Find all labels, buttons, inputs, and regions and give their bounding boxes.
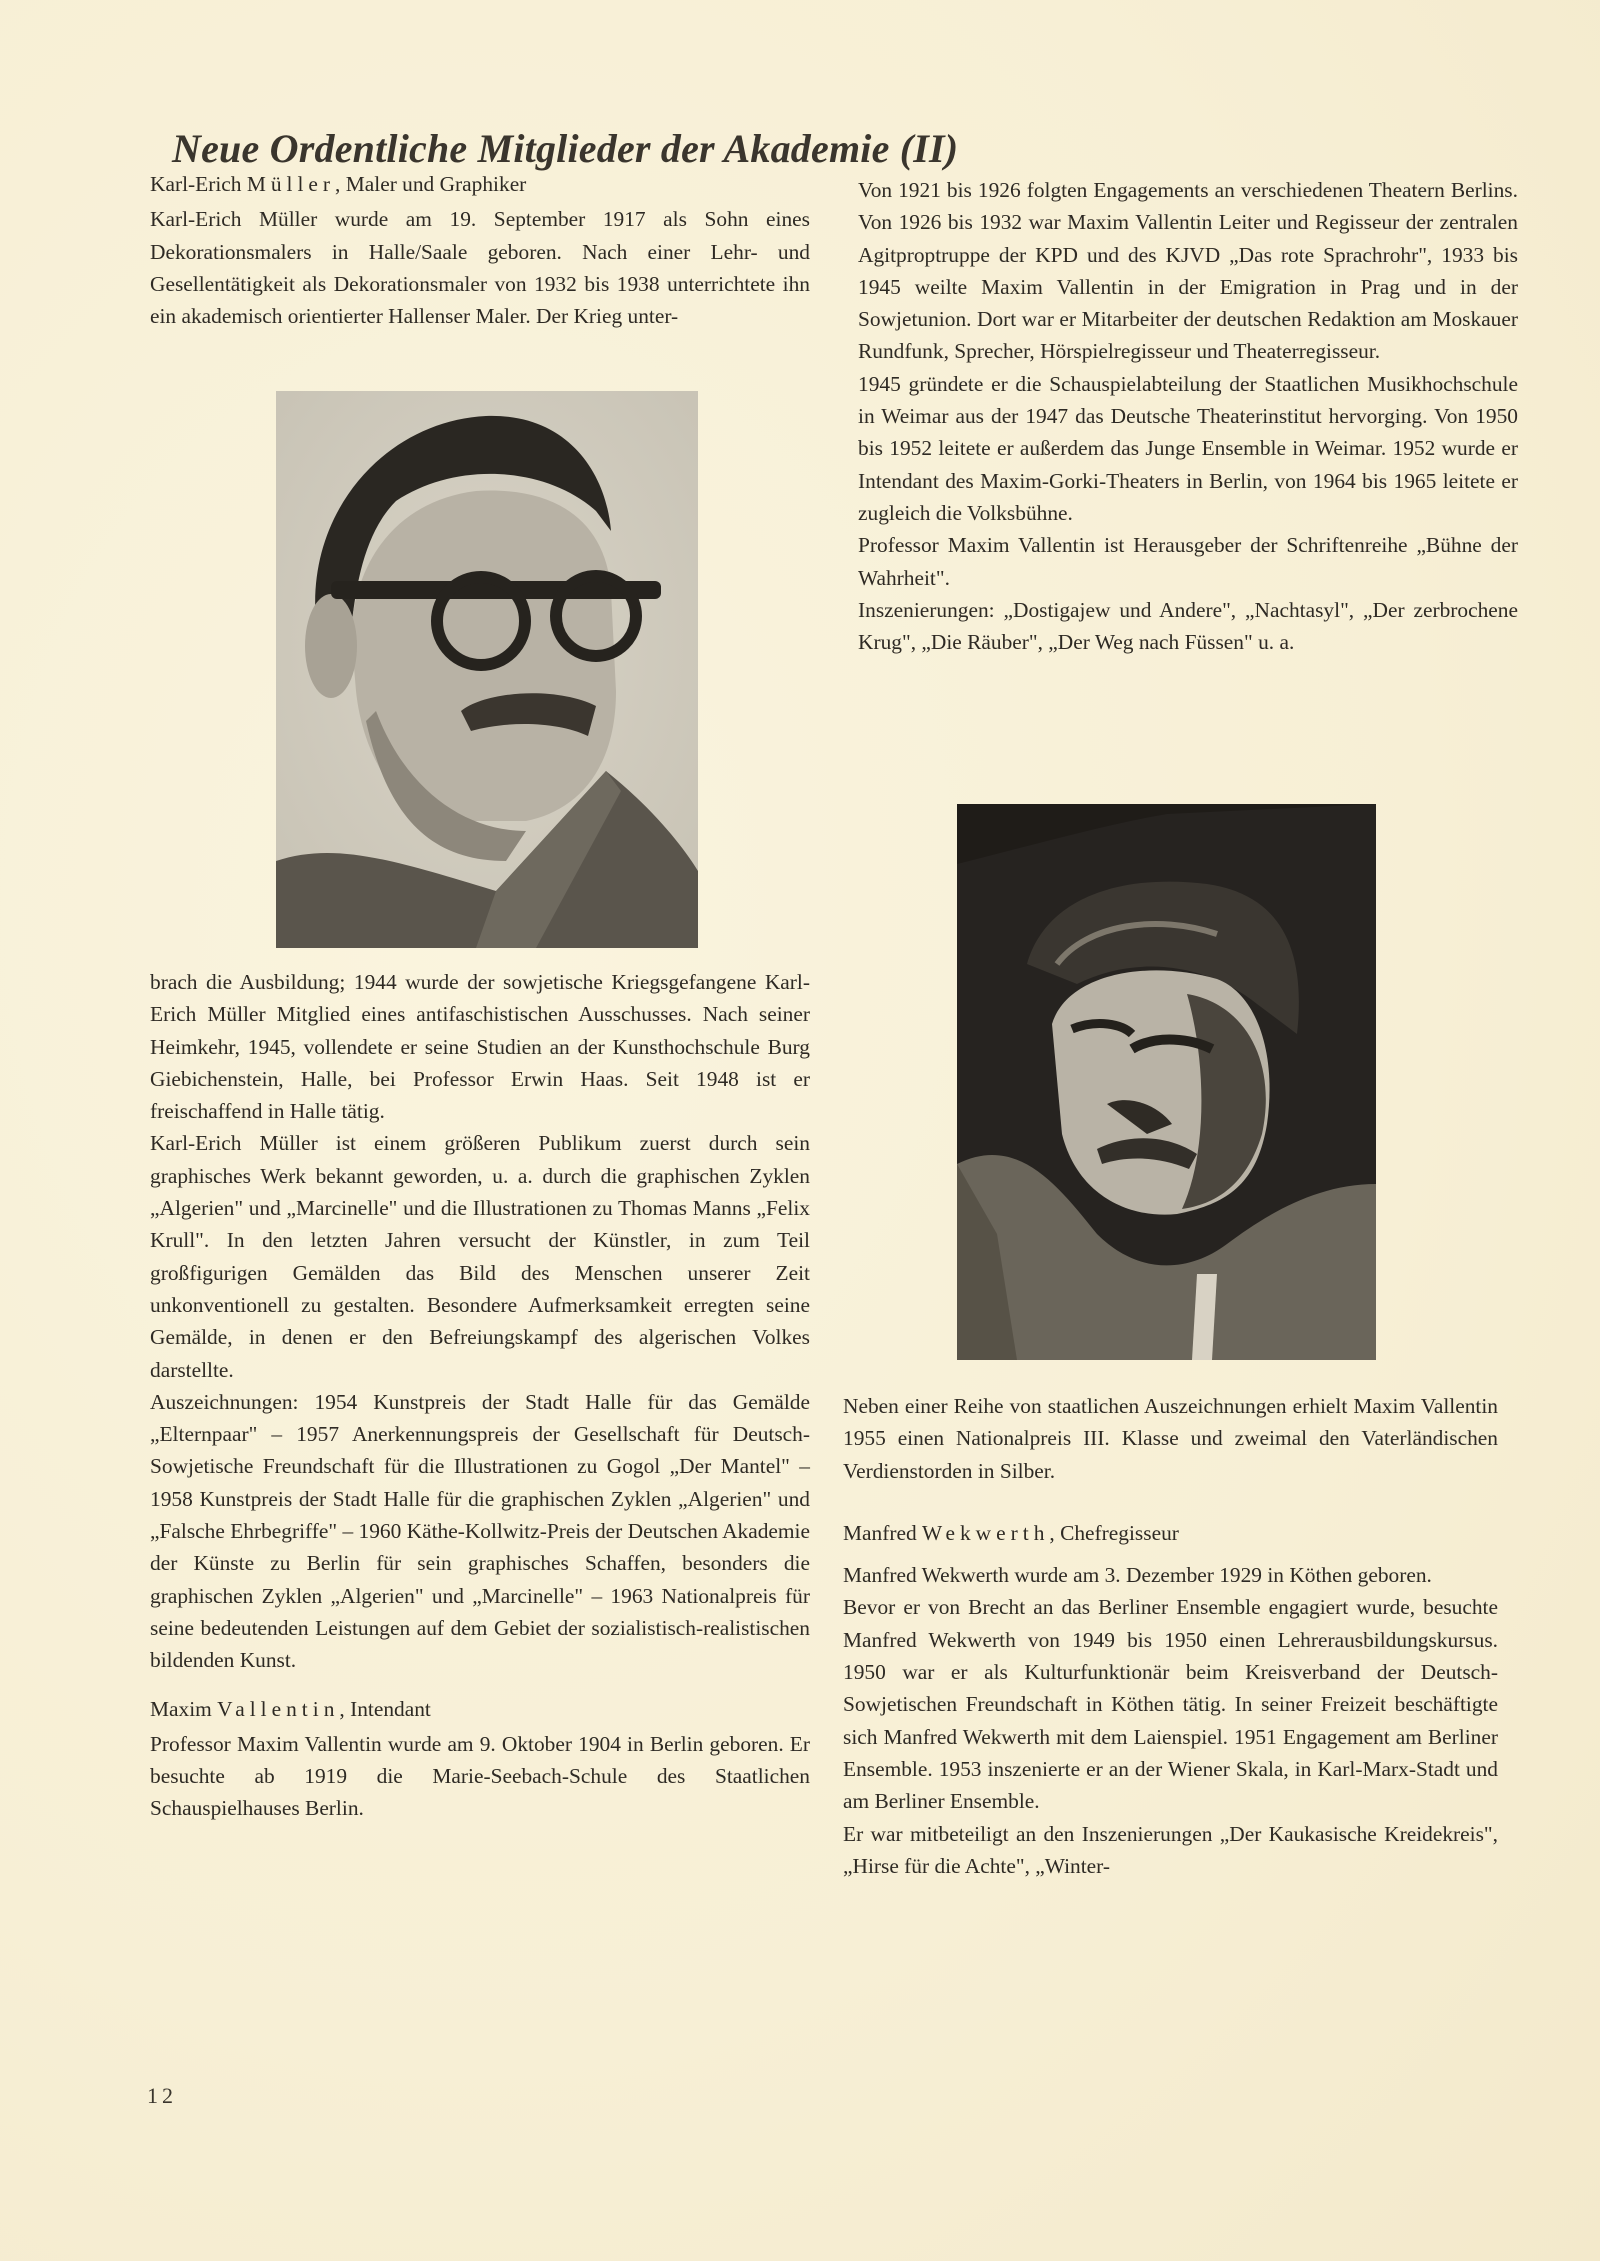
vallentin-last-name: Vallentin: [217, 1696, 340, 1721]
muller-heading: [150, 168, 810, 200]
vallentin-portrait-photo: [957, 804, 1376, 1360]
left-column-top: [150, 168, 810, 332]
vallentin-productions: Inszenierungen: „Dostigajew und Andere", „Nachtasyl", „Der zerbrochene Krug", „Die Räuber", „Der Weg nach Füssen" u. a.: [858, 597, 1518, 655]
vallentin-editor: Professor Maxim Vallentin ist Herausgeber der Schriftenreihe „Bühne der Wahrheit".: [858, 533, 1518, 590]
vallentin-postwar: 1945 gründete er die Schauspielabteilung der Staatlichen Musikhochschule in Weimar aus der 1947 das Deutsche Theaterinstitut hervorging. Von 1950 bis 1952 leitete er außerdem das Junge Ensemble in Weimar. 1952 wurde er Intendant des Maxim-Gorki-Theaters in Berlin, von 1964 bis 1965 leitete er zugleich die Volksbühne.: [858, 371, 1518, 525]
wekwerth-role: , Chefregisseur: [1049, 1520, 1179, 1545]
wekwerth-productions: Er war mitbeteiligt an den Inszenierungen „Der Kaukasische Kreidekreis", „Hirse für die Achte", „Winter-: [843, 1821, 1498, 1878]
wekwerth-first-name: Manfred: [843, 1520, 917, 1545]
vallentin-role: , Intendant: [339, 1696, 431, 1721]
muller-awards: Auszeichnungen: 1954 Kunstpreis der Stadt Halle für das Gemälde „Elternpaar" – 1957 Anerkennungspreis der Gesellschaft für Deutsch-Sowjetische Freundschaft für die Illustrationen zu Gogol „Der Mantel" – 1958 Kunstpreis der Stadt Halle für die graphischen Zyklen „Algerien" und „Falsche Ehrbegriffe" – 1960 Käthe-Kollwitz-Preis der Deutschen Akademie der Künste zu Berlin für sein graphisches Schaffen, besonders die graphischen Zyklen „Algerien" und „Marcinelle" – 1963 Nationalpreis für seine bedeutenden Leistungen auf dem Gebiet der sozialistisch-realistischen bildenden Kunst.: [150, 1389, 810, 1673]
vallentin-career: Von 1921 bis 1926 folgten Engagements an verschiedenen Theatern Berlins. Von 1926 bis 1932 war Maxim Vallentin Leiter und Regisseur der zentralen Agitproptruppe der KPD und des KJVD „Das rote Sprachrohr", 1933 bis 1945 weilte Maxim Vallentin in der Emigration in Prag und in der Sowjetunion. Dort war er Mitarbeiter der deutschen Redaktion am Moskauer Rundfunk, Sprecher, Hörspielregisseur und Theaterregisseur.: [858, 178, 1518, 364]
wekwerth-career: Bevor er von Brecht an das Berliner Ensemble engagiert wurde, besuchte Manfred Wekwerth von 1949 bis 1950 einen Lehrerausbildungskursus. 1950 war er als Kulturfunktionär beim Kreisverband der Deutsch-Sowjetischen Freundschaft in Köthen tätig. In seiner Freizeit beschäftigte sich Manfred Wekwerth mit dem Laienspiel. 1951 Engagement am Berliner Ensemble. 1953 inszenierte er an der Wiener Skala, in Karl-Marx-Stadt und am Berliner Ensemble.: [843, 1595, 1498, 1814]
vallentin-awards: Neben einer Reihe von staatlichen Auszeichnungen erhielt Maxim Vallentin 1955 einen Nationalpreis III. Klasse und zweimal den Vaterländischen Verdienstorden in Silber.: [843, 1394, 1498, 1483]
muller-role: , Maler und Graphiker: [335, 172, 527, 196]
wekwerth-heading: [843, 1517, 1498, 1549]
muller-portrait-photo: [276, 391, 698, 948]
right-column-bottom: [843, 1390, 1498, 1882]
muller-last-name: Müller: [246, 172, 336, 196]
muller-first-name: Karl-Erich: [150, 172, 242, 196]
muller-work: Karl-Erich Müller ist einem größeren Publikum zuerst durch sein graphisches Werk bekannt geworden, u. a. durch die graphischen Zyklen „Algerien" und „Marcinelle" und die Illustrationen zu Thomas Manns „Felix Krull". In den letzten Jahren versucht der Künstler, in zum Teil großfigurigen Gemälden das Bild des Menschen unserer Zeit unkonventionell zu gestalten. Besondere Aufmerksamkeit erregten seine Gemälde, in denen er den Befreiungskampf des algerischen Volkes darstellte.: [150, 1131, 810, 1382]
portrait-image-icon: [276, 391, 698, 948]
wekwerth-intro: Manfred Wekwerth wurde am 3. Dezember 1929 in Köthen geboren.: [843, 1563, 1432, 1588]
muller-continued: brach die Ausbildung; 1944 wurde der sowjetische Kriegsgefangene Karl-Erich Müller Mitglied eines antifaschistischen Ausschusses. Nach seiner Heimkehr, 1945, vollendete er seine Studien an der Kunsthochschule Burg Giebichenstein, Halle, bei Professor Erwin Haas. Seit 1948 ist er freischaffend in Halle tätig.: [150, 970, 810, 1124]
vallentin-intro: Professor Maxim Vallentin wurde am 9. Oktober 1904 in Berlin geboren. Er besuchte ab 1919 die Marie-Seebach-Schule des Staatlichen Schauspielhauses Berlin.: [150, 1731, 810, 1821]
right-column-top: [858, 174, 1518, 658]
wekwerth-last-name: Wekwerth: [922, 1520, 1050, 1545]
page-number: 12: [147, 2083, 177, 2108]
vallentin-first-name: Maxim: [150, 1696, 212, 1721]
left-column-bottom: [150, 966, 810, 1825]
portrait-image-icon: [957, 804, 1376, 1360]
muller-intro: Karl-Erich Müller wurde am 19. September 1917 als Sohn eines Dekorationsmalers in Halle/Saale geboren. Nach einer Lehr- und Gesellentätigkeit als Dekorationsmaler von 1932 bis 1938 unterrichtete ihn ein akademisch orientierter Hallenser Maler. Der Krieg unter-: [150, 207, 810, 329]
page-title: Neue Ordentliche Mitglieder der Akademie (II): [172, 125, 959, 171]
vallentin-heading: [150, 1693, 810, 1725]
